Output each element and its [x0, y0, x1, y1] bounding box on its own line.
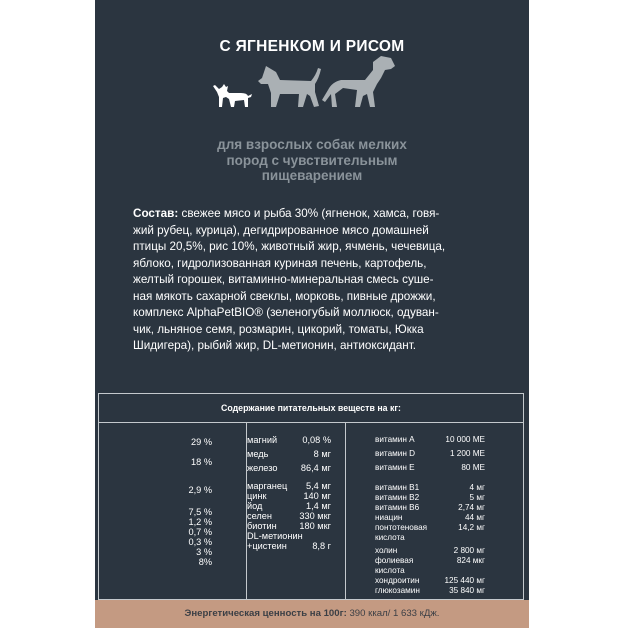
- nutrient-value: 180 мкг: [299, 521, 331, 531]
- nutrient-name: витамин А: [375, 435, 415, 444]
- composition-text: [133, 206, 501, 355]
- subtitle-line: для взрослых собак мелких: [217, 137, 407, 152]
- nutrient-row: [247, 449, 331, 459]
- nutrient-row: [375, 566, 485, 576]
- nutrient-name: сырой: [27, 457, 54, 467]
- nutrient-row: [27, 447, 212, 457]
- nutrient-value: 7,5 %: [188, 507, 212, 517]
- nutrient-name: +цистеин: [247, 541, 287, 551]
- nutrient-row: [247, 541, 331, 551]
- nutrient-value: 2 800 мг: [453, 546, 485, 555]
- nutrient-name: биотин: [247, 521, 277, 531]
- nutrient-name: витамин Е: [375, 463, 415, 472]
- medium-dog-icon: [258, 66, 321, 107]
- nutrient-row: [375, 503, 485, 513]
- nutrient-name: магний: [247, 435, 278, 445]
- nutrient-value: 1 200 МЕ: [449, 449, 485, 458]
- nutrient-value: 1,4 мг: [306, 501, 331, 511]
- nutrient-value: 10 000 МЕ: [445, 435, 485, 444]
- nutrient-name: селен: [247, 511, 272, 521]
- subtitle-line: пород с чувствительным: [226, 152, 398, 168]
- dog-size-icons: [95, 50, 529, 120]
- nutrient-name: фосфор: [27, 527, 63, 537]
- composition-line: чик, льняное семя, розмарин, цикорий, томаты, Юкка: [133, 322, 424, 336]
- nutrient-row: [247, 481, 331, 491]
- nutrient-value: 2,74 мг: [458, 503, 485, 512]
- nutrient-value: 35 840 мг: [449, 586, 485, 595]
- nutrient-row: [27, 507, 212, 517]
- nutrient-row: [27, 537, 212, 547]
- composition-line: яблоко, гидролизованная куриная печень, картофель,: [133, 256, 427, 270]
- small-dog-icon: [213, 84, 252, 107]
- nutrient-value: 0,3 %: [188, 537, 212, 547]
- composition-line: ная мякоть сахарной свеклы, морковь, пивные дрожжи,: [133, 289, 436, 303]
- nutrient-row: [27, 557, 212, 567]
- nutrient-table-heading: Содержание питательных веществ на кг:: [99, 394, 523, 423]
- nutrient-row: [27, 527, 212, 537]
- nutrient-name: протеин: [27, 447, 62, 457]
- nutrient-name: влажность: [27, 557, 73, 567]
- nutrient-row: [375, 576, 485, 586]
- nutrient-name: сырой: [27, 437, 54, 447]
- nutrient-row: [27, 547, 212, 557]
- composition-line: комплекс AlphaPetBIO® (зеленогубый моллюск, одуван-: [133, 306, 439, 319]
- nutrient-row: [375, 435, 485, 445]
- nutrient-row: [27, 485, 212, 495]
- nutrient-column-basic: [27, 437, 212, 567]
- nutrient-value: 3 %: [196, 547, 212, 557]
- nutrient-value: 14,2 мг: [458, 523, 485, 532]
- nutrient-name: фолиевая: [375, 556, 414, 565]
- nutrient-value: 4 мг: [469, 483, 485, 492]
- large-dog-icon: [322, 56, 395, 107]
- nutrient-row: [375, 523, 485, 533]
- nutrient-value: 8,8 г: [312, 541, 331, 551]
- nutrient-value: 29 %: [191, 437, 212, 447]
- nutrient-row: [247, 463, 331, 473]
- energy-value: 390 ккал/ 1 633 кДж.: [346, 608, 440, 619]
- nutrient-row: [27, 517, 212, 527]
- nutrient-name: глюкозамин: [375, 586, 420, 595]
- energy-label: Энергетическая ценность на 100г:: [184, 608, 347, 619]
- nutrient-row: [27, 457, 212, 467]
- nutrient-row: [375, 449, 485, 459]
- nutrient-value: 5 мг: [469, 493, 485, 502]
- nutrient-value: 86,4 мг: [300, 463, 331, 473]
- nutrient-row: [375, 463, 485, 473]
- nutrient-row: [375, 556, 485, 566]
- nutrient-name: хондроитин: [375, 576, 420, 585]
- nutrient-value: 44 мг: [465, 513, 485, 522]
- nutrient-value: 5,4 мг: [306, 481, 331, 491]
- nutrient-name: кальций: [27, 517, 63, 527]
- nutrient-row: [247, 531, 331, 541]
- nutrient-row: [27, 495, 212, 505]
- nutrient-name: медь: [247, 449, 269, 459]
- energy-value-line: [95, 600, 529, 628]
- nutrient-value: 0,7 %: [188, 527, 212, 537]
- nutrient-value: 125 440 мг: [444, 576, 485, 585]
- nutrient-name: клетчатка: [27, 495, 69, 505]
- composition-text-part: свежее мясо и рыба 30% (ягненок, хамса, говя-: [178, 207, 440, 220]
- nutrient-name: витамин D: [375, 449, 416, 458]
- nutrient-name: марганец: [247, 481, 288, 491]
- nutrient-value: 80 МЕ: [461, 463, 485, 472]
- nutrient-row: [375, 513, 485, 523]
- nutrient-row: [247, 435, 331, 445]
- nutrient-row: [375, 533, 485, 543]
- nutrient-name: цинк: [247, 491, 267, 501]
- nutrient-value: 330 мкг: [299, 511, 331, 521]
- nutrient-row: [247, 501, 331, 511]
- nutrient-name: железо: [247, 463, 278, 473]
- composition-line: Шидигера), рыбий жир, DL-метионин, антиоксидант.: [133, 339, 417, 352]
- energy-bar: [95, 600, 529, 628]
- nutrient-row: [375, 546, 485, 556]
- subtitle-line: пищеварением: [261, 168, 363, 183]
- nutrient-name: омега 3: [27, 537, 60, 547]
- nutrient-row: [247, 511, 331, 521]
- nutrient-value: 2,9 %: [188, 485, 212, 495]
- nutrient-row: [247, 491, 331, 501]
- nutrient-column-minerals: [247, 431, 331, 551]
- nutrient-name: кислота: [375, 533, 405, 542]
- nutrient-row: [247, 521, 331, 531]
- product-title: С ЯГНЕНКОМ И РИСОМ: [219, 38, 405, 55]
- nutrient-name: сырая: [27, 485, 54, 495]
- nutrient-name: витамин В2: [375, 493, 420, 502]
- nutrient-row: [375, 493, 485, 503]
- nutrient-name: холин: [375, 546, 398, 555]
- nutrient-name: витамин В1: [375, 483, 420, 492]
- nutrient-name: кислота: [375, 566, 405, 575]
- nutrient-row: [27, 437, 212, 447]
- nutrient-value: 0,08 %: [302, 435, 331, 445]
- composition-line: жий рубец, курица), дегидрированное мясо домашней: [133, 223, 429, 237]
- product-subtitle: [95, 137, 529, 184]
- nutrient-name: йод: [247, 501, 263, 511]
- nutrient-value: 1,2 %: [188, 517, 212, 527]
- nutrient-value: 18 %: [191, 457, 212, 467]
- nutrient-name: омега 6: [27, 547, 60, 557]
- nutrient-value: 8 мг: [313, 449, 331, 459]
- nutrient-row: [375, 483, 485, 493]
- nutrient-name: понтотеновая: [375, 523, 428, 532]
- nutrient-row: [27, 467, 212, 477]
- composition-label: Состав:: [133, 207, 179, 220]
- composition-line: [133, 206, 501, 223]
- composition-line: птицы 20,5%, рис 10%, животный жир, ячмень, чечевица,: [133, 240, 446, 253]
- nutrient-row: [375, 586, 485, 596]
- nutrient-value: 824 мкг: [456, 556, 485, 565]
- nutrient-name: витамин В6: [375, 503, 420, 512]
- nutrient-value: 8%: [198, 557, 212, 567]
- nutrient-name: ниацин: [375, 513, 403, 522]
- nutrient-name: DL-метионин: [247, 531, 303, 541]
- composition-line: желтый горошек, витаминно-минеральная смесь суше-: [133, 273, 434, 286]
- nutrient-name: зола: [27, 507, 47, 517]
- nutrient-value: 140 мг: [303, 491, 331, 501]
- nutrient-column-vitamins: [375, 433, 485, 596]
- table-divider: [345, 422, 346, 600]
- nutrient-name: жир: [27, 467, 44, 477]
